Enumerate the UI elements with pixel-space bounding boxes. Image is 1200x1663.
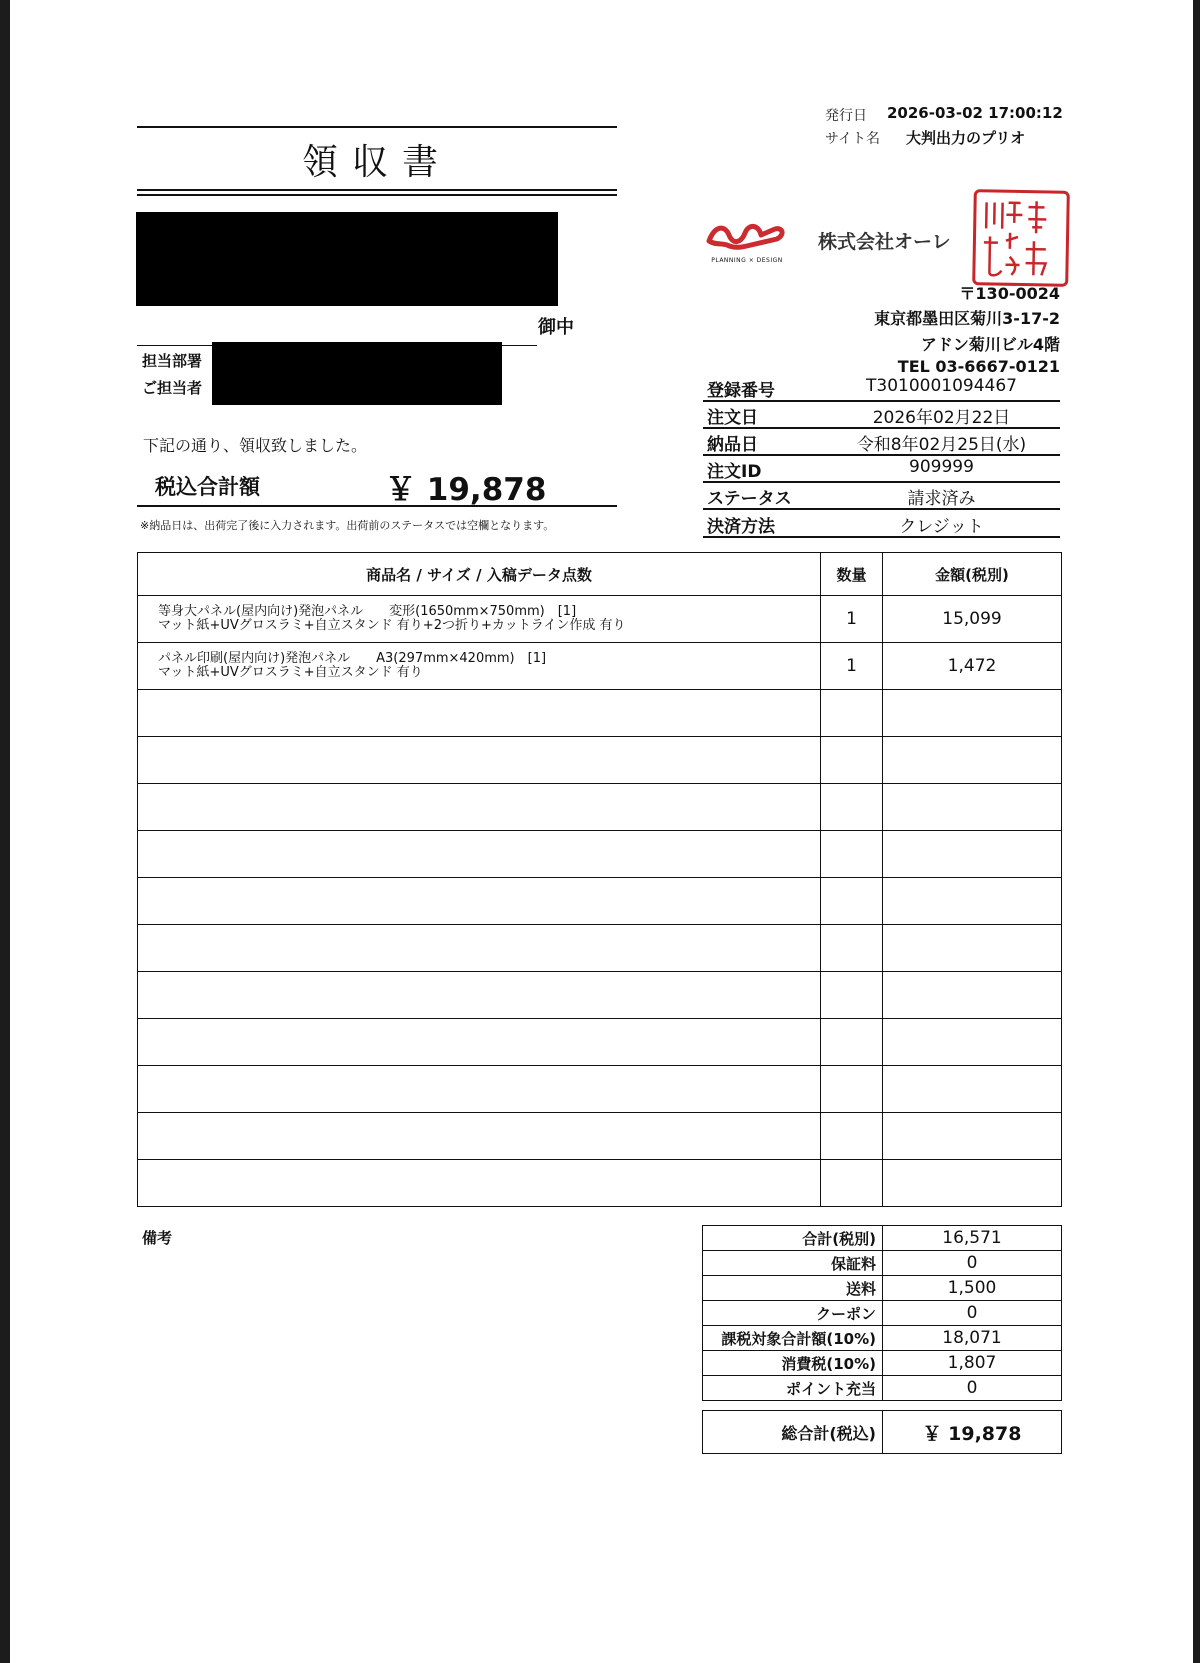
table-row (138, 596, 1062, 643)
totals-row (703, 1326, 1062, 1351)
company-address-1: 東京都墨田区菊川3-17-2 (874, 309, 1060, 328)
item-name-cell (138, 643, 821, 690)
company-tel: TEL 03-6667-0121 (897, 357, 1060, 376)
totals-value: 16,571 (883, 1226, 1062, 1251)
info-row-status (703, 481, 1060, 510)
item-line-2: マット紙+UVグロスラミ+自立スタンド 有り (158, 665, 423, 680)
info-row-order-id (703, 454, 1060, 483)
info-row-delivery-date (703, 427, 1060, 456)
empty-row (138, 1160, 1062, 1207)
empty-row (138, 831, 1062, 878)
empty-row (138, 1019, 1062, 1066)
logo-mark-icon (705, 213, 789, 263)
redacted-customer-name (136, 212, 558, 306)
department-label: 担当部署 (142, 352, 203, 370)
totals-value: 0 (883, 1251, 1062, 1276)
info-label: 注文ID (707, 462, 762, 482)
totals-label: 消費税(10%) (703, 1351, 883, 1376)
company-name: 株式会社オーレ (818, 231, 951, 253)
redacted-contact (212, 342, 502, 405)
table-row (138, 643, 1062, 690)
grand-total-table (702, 1410, 1062, 1454)
info-row-order-date (703, 400, 1060, 429)
total-underline (137, 505, 617, 507)
empty-row (138, 878, 1062, 925)
person-label: ご担当者 (142, 379, 203, 397)
totals-row (703, 1301, 1062, 1326)
site-name-label: サイト名 (825, 131, 881, 147)
info-value: クレジット (899, 517, 984, 537)
items-table (137, 552, 1062, 1207)
item-qty: 1 (821, 596, 883, 643)
company-seal (972, 189, 1070, 287)
company-postal: 〒130-0024 (959, 284, 1060, 303)
totals-value: 0 (883, 1376, 1062, 1401)
info-row-payment (703, 509, 1060, 538)
empty-row (138, 1066, 1062, 1113)
totals-table (702, 1225, 1062, 1401)
totals-value: 1,500 (883, 1276, 1062, 1301)
info-label: 注文日 (707, 408, 758, 428)
col-header-name: 商品名 / サイズ / 入稿データ点数 (138, 553, 821, 596)
info-label: 納品日 (707, 435, 758, 455)
totals-row (703, 1376, 1062, 1401)
totals-label: ポイント充当 (703, 1376, 883, 1401)
issue-date-label: 発行日 (825, 108, 867, 124)
receipt-page (10, 0, 1193, 1663)
item-line-1: パネル印刷(屋内向け)発泡パネル A3(297mm×420mm) [1] (158, 651, 547, 666)
company-address-2: アドン菊川ビル4階 (920, 335, 1060, 354)
item-name-cell (138, 596, 821, 643)
info-label: 決済方法 (707, 517, 775, 537)
items-header-row (138, 553, 1062, 596)
honorific: 御中 (538, 317, 574, 338)
title-bottom-rule-2 (137, 194, 617, 196)
totals-value: 0 (883, 1301, 1062, 1326)
totals-label: 課税対象合計額(10%) (703, 1326, 883, 1351)
totals-label: 合計(税別) (703, 1226, 883, 1251)
site-name: 大判出力のプリオ (906, 129, 1026, 147)
title-bottom-rule (137, 189, 617, 191)
total-amount: ￥ 19,878 (385, 472, 547, 508)
empty-row (138, 690, 1062, 737)
empty-row (138, 737, 1062, 784)
seal-stamp-icon (975, 192, 1067, 284)
info-value: 2026年02月22日 (872, 408, 1011, 428)
page-title: 領収書 (301, 142, 452, 183)
item-qty: 1 (821, 643, 883, 690)
totals-label: 保証料 (703, 1251, 883, 1276)
info-label: 登録番号 (707, 381, 775, 401)
company-logo (705, 213, 789, 263)
info-value: 請求済み (907, 489, 976, 509)
grand-total-label: 総合計(税込) (703, 1411, 883, 1454)
empty-row (138, 784, 1062, 831)
delivery-note: ※納品日は、出荷完了後に入力されます。出荷前のステータスでは空欄となります。 (140, 519, 555, 532)
logo-caption: PLANNING × DESIGN (711, 257, 783, 264)
info-label: ステータス (707, 489, 792, 509)
item-line-2: マット紙+UVグロスラミ+自立スタンド 有り+2つ折り+カットライン作成 有り (158, 618, 626, 633)
issue-date: 2026-03-02 17:00:12 (887, 104, 1063, 122)
grand-total-row (703, 1411, 1062, 1454)
item-line-1: 等身大パネル(屋内向け)発泡パネル 変形(1650mm×750mm) [1] (158, 604, 577, 619)
empty-row (138, 972, 1062, 1019)
item-amount: 15,099 (883, 596, 1062, 643)
totals-label: 送料 (703, 1276, 883, 1301)
remarks-label: 備考 (142, 1229, 173, 1247)
info-value: T3010001094467 (866, 376, 1017, 396)
col-header-amount: 金額(税別) (883, 553, 1062, 596)
empty-row (138, 925, 1062, 972)
info-row-registration (703, 373, 1060, 402)
empty-row (138, 1113, 1062, 1160)
totals-label: クーポン (703, 1301, 883, 1326)
col-header-qty: 数量 (821, 553, 883, 596)
item-amount: 1,472 (883, 643, 1062, 690)
totals-value: 18,071 (883, 1326, 1062, 1351)
total-label: 税込合計額 (155, 475, 260, 499)
totals-value: 1,807 (883, 1351, 1062, 1376)
receipt-statement: 下記の通り、領収致しました。 (143, 436, 368, 455)
info-value: 909999 (909, 457, 974, 477)
totals-row (703, 1351, 1062, 1376)
totals-row (703, 1276, 1062, 1301)
totals-row (703, 1226, 1062, 1251)
totals-row (703, 1251, 1062, 1276)
grand-total-value: ￥ 19,878 (883, 1411, 1062, 1454)
info-value: 令和8年02月25日(水) (856, 435, 1027, 455)
title-top-rule (137, 126, 617, 128)
